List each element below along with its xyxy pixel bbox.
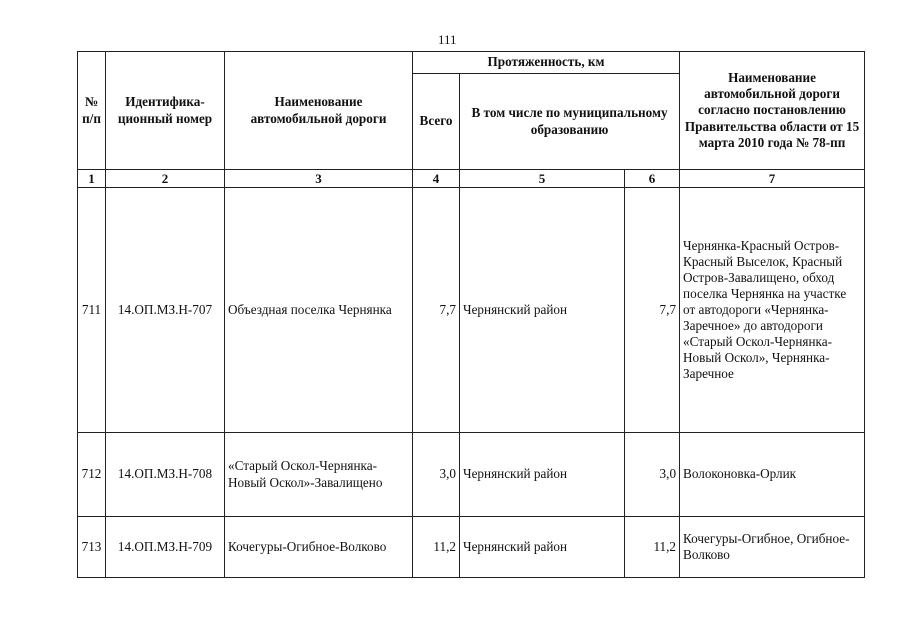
header-identifier: Идентифика-ционный номер xyxy=(106,52,225,170)
row-district-km: 3,0 xyxy=(625,433,680,517)
row-total-km: 11,2 xyxy=(413,517,460,578)
row-identifier: 14.ОП.МЗ.Н-707 xyxy=(106,188,225,433)
table-row xyxy=(78,188,865,433)
header-row xyxy=(78,52,865,74)
header-total: Всего xyxy=(413,74,460,170)
row-road-name: «Старый Оскол-Чернянка-Новый Оскол»-Завалищено xyxy=(225,433,413,517)
row-district: Чернянский район xyxy=(460,188,625,433)
column-number: 6 xyxy=(625,170,680,188)
row-index: 712 xyxy=(78,433,106,517)
column-number: 1 xyxy=(78,170,106,188)
row-total-km: 7,7 xyxy=(413,188,460,433)
row-district: Чернянский район xyxy=(460,433,625,517)
column-number-row xyxy=(78,170,865,188)
row-identifier: 14.ОП.МЗ.Н-709 xyxy=(106,517,225,578)
column-number: 3 xyxy=(225,170,413,188)
page-number: 111 xyxy=(438,32,457,47)
column-number: 2 xyxy=(106,170,225,188)
row-road-name: Кочегуры-Огибное-Волково xyxy=(225,517,413,578)
row-total-km: 3,0 xyxy=(413,433,460,517)
row-district-km: 7,7 xyxy=(625,188,680,433)
table-row xyxy=(78,433,865,517)
header-municipal: В том числе по муниципальному образованию xyxy=(460,74,680,170)
row-identifier: 14.ОП.МЗ.Н-708 xyxy=(106,433,225,517)
table-row xyxy=(78,517,865,578)
row-index: 713 xyxy=(78,517,106,578)
row-resolution-name: Чернянка-Красный Остров-Красный Выселок, Красный Остров-Завалищено, обход поселка Чернянка на участке от автодороги «Чернянка-Заречное» до автодороги «Старый Оскол-Чернянка-Новый Оскол», Чернянка-Заречное xyxy=(680,188,865,433)
row-resolution-name: Кочегуры-Огибное, Огибное-Волково xyxy=(680,517,865,578)
header-length-group: Протяженность, км xyxy=(413,52,680,74)
header-resolution-name: Наименование автомобильной дороги согласно постановлению Правительства области от 15 марта 2010 года № 78-пп xyxy=(680,52,865,170)
row-index: 711 xyxy=(78,188,106,433)
header-road-name: Наименование автомобильной дороги xyxy=(225,52,413,170)
column-number: 5 xyxy=(460,170,625,188)
row-district-km: 11,2 xyxy=(625,517,680,578)
header-index: № п/п xyxy=(78,52,106,170)
roads-table xyxy=(77,51,865,578)
column-number: 7 xyxy=(680,170,865,188)
row-road-name: Объездная поселка Чернянка xyxy=(225,188,413,433)
row-resolution-name: Волоконовка-Орлик xyxy=(680,433,865,517)
row-district: Чернянский район xyxy=(460,517,625,578)
column-number: 4 xyxy=(413,170,460,188)
